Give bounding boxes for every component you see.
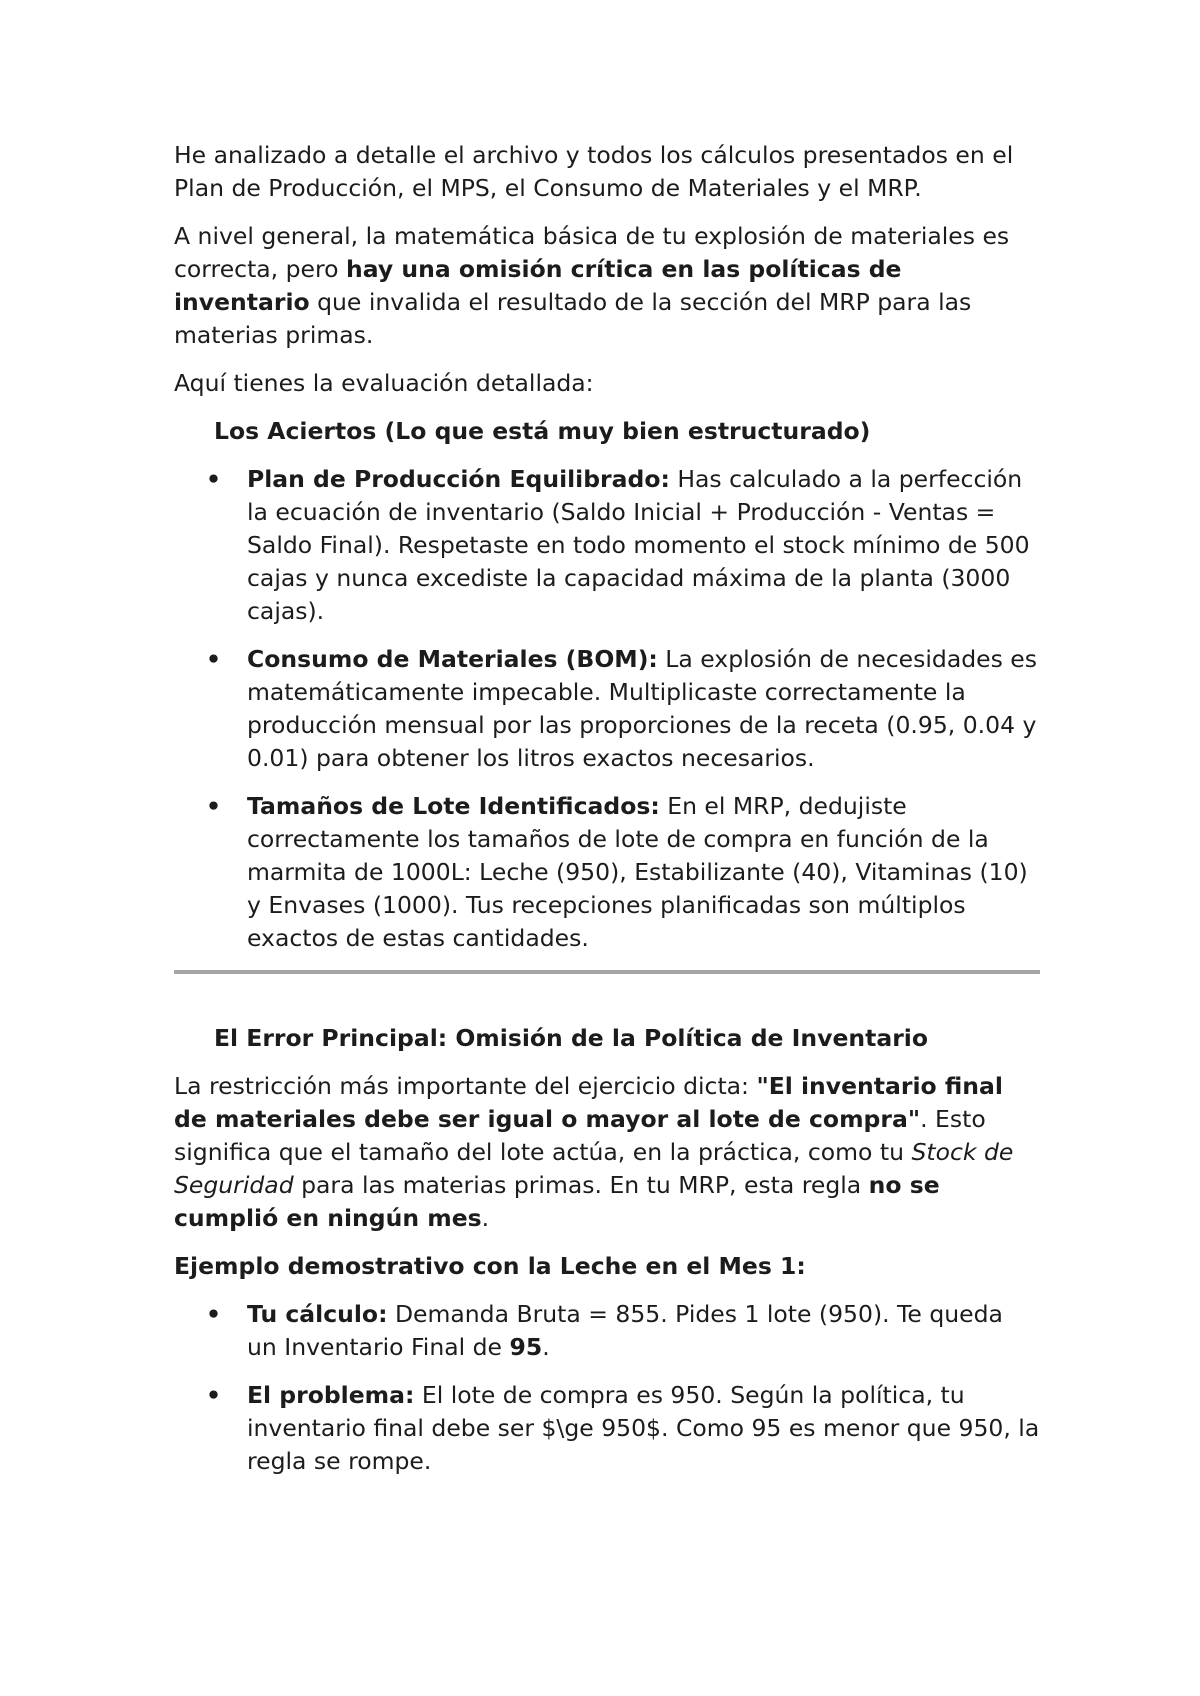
intro-text-2-bold: hay una omisión crítica en las políticas de inventario xyxy=(174,255,902,316)
list-item-end: . xyxy=(542,1333,550,1361)
list-item xyxy=(174,643,1040,775)
error-italic-term: Stock de Seguridad xyxy=(174,1138,1014,1199)
intro-paragraph-1 xyxy=(174,139,1040,205)
example-list xyxy=(174,1298,1040,1478)
list-item-text: La explosión de necesidades es matemáticamente impecable. Multiplicaste correctamente la producción mensual por las proporciones de la receta (0.95, 0.04 y 0.01) para obtener los litros exactos necesarios. xyxy=(247,645,1038,772)
error-bold-claim: no se cumplió en ningún mes xyxy=(174,1171,940,1232)
error-paragraph xyxy=(174,1070,1040,1235)
aciertos-list xyxy=(174,463,1040,955)
error-text-4: . xyxy=(481,1204,490,1232)
error-text-1: La restricción más importante del ejercicio dicta: xyxy=(174,1072,757,1100)
list-item-bold-value: 95 xyxy=(509,1333,543,1361)
intro-paragraph-3 xyxy=(174,367,1040,400)
bullet-icon: • xyxy=(206,1381,222,1409)
list-item-title: Plan de Producción Equilibrado: xyxy=(247,465,670,493)
list-item-text: Has calculado a la perfección la ecuación de inventario (Saldo Inicial + Producción - Ventas = Saldo Final). Respetaste en todo momento el stock mínimo de 500 cajas y nunca excediste la capacidad máxima de la planta (3000 cajas). xyxy=(247,465,1030,625)
error-text-3: para las materias primas. En tu MRP, esta regla xyxy=(293,1171,869,1199)
bullet-icon: • xyxy=(206,792,222,820)
example-heading: Ejemplo demostrativo con la Leche en el Mes 1: xyxy=(174,1252,806,1280)
list-item-text: Demanda Bruta = 855. Pides 1 lote (950). Te queda un Inventario Final de xyxy=(247,1300,1003,1361)
intro-text-2-after: que invalida el resultado de la sección del MRP para las materias primas. xyxy=(174,288,972,349)
list-item-title: El problema: xyxy=(247,1381,415,1409)
intro-text-1: He analizado a detalle el archivo y todos los cálculos presentados en el Plan de Producción, el MPS, el Consumo de Materiales y el MRP. xyxy=(174,141,1014,202)
bullet-icon: • xyxy=(206,465,222,493)
section-divider xyxy=(174,970,1040,974)
bullet-icon: • xyxy=(206,645,222,673)
intro-paragraph-2 xyxy=(174,220,1040,352)
aciertos-heading: Los Aciertos (Lo que está muy bien estructurado) xyxy=(214,417,871,445)
document-body xyxy=(174,139,1040,1493)
list-item-text: En el MRP, dedujiste correctamente los tamaños de lote de compra en función de la marmita de 1000L: Leche (950), Estabilizante (40), Vitaminas (10) y Envases (1000). Tus recepciones planificadas son múltiplos exactos de estas cantidades. xyxy=(247,792,1028,952)
intro-text-2-before: A nivel general, la matemática básica de tu explosión de materiales es correcta, pero xyxy=(174,222,1010,283)
list-item xyxy=(174,463,1040,628)
list-item-title: Consumo de Materiales (BOM): xyxy=(247,645,658,673)
list-item xyxy=(174,1379,1040,1478)
error-text-2: . Esto significa que el tamaño del lote actúa, en la práctica, como tu xyxy=(174,1105,986,1166)
list-item-title: Tu cálculo: xyxy=(247,1300,388,1328)
list-item xyxy=(174,790,1040,955)
list-item-text: El lote de compra es 950. Según la política, tu inventario final debe ser $\ge 950$. Como 95 es menor que 950, la regla se rompe. xyxy=(247,1381,1040,1475)
error-quote-bold: "El inventario final de materiales debe ser igual o mayor al lote de compra" xyxy=(174,1072,1003,1133)
list-item xyxy=(174,1298,1040,1364)
list-item-title: Tamaños de Lote Identificados: xyxy=(247,792,660,820)
bullet-icon: • xyxy=(206,1300,222,1328)
intro-text-3: Aquí tienes la evaluación detallada: xyxy=(174,369,594,397)
error-heading: El Error Principal: Omisión de la Política de Inventario xyxy=(214,1024,929,1052)
